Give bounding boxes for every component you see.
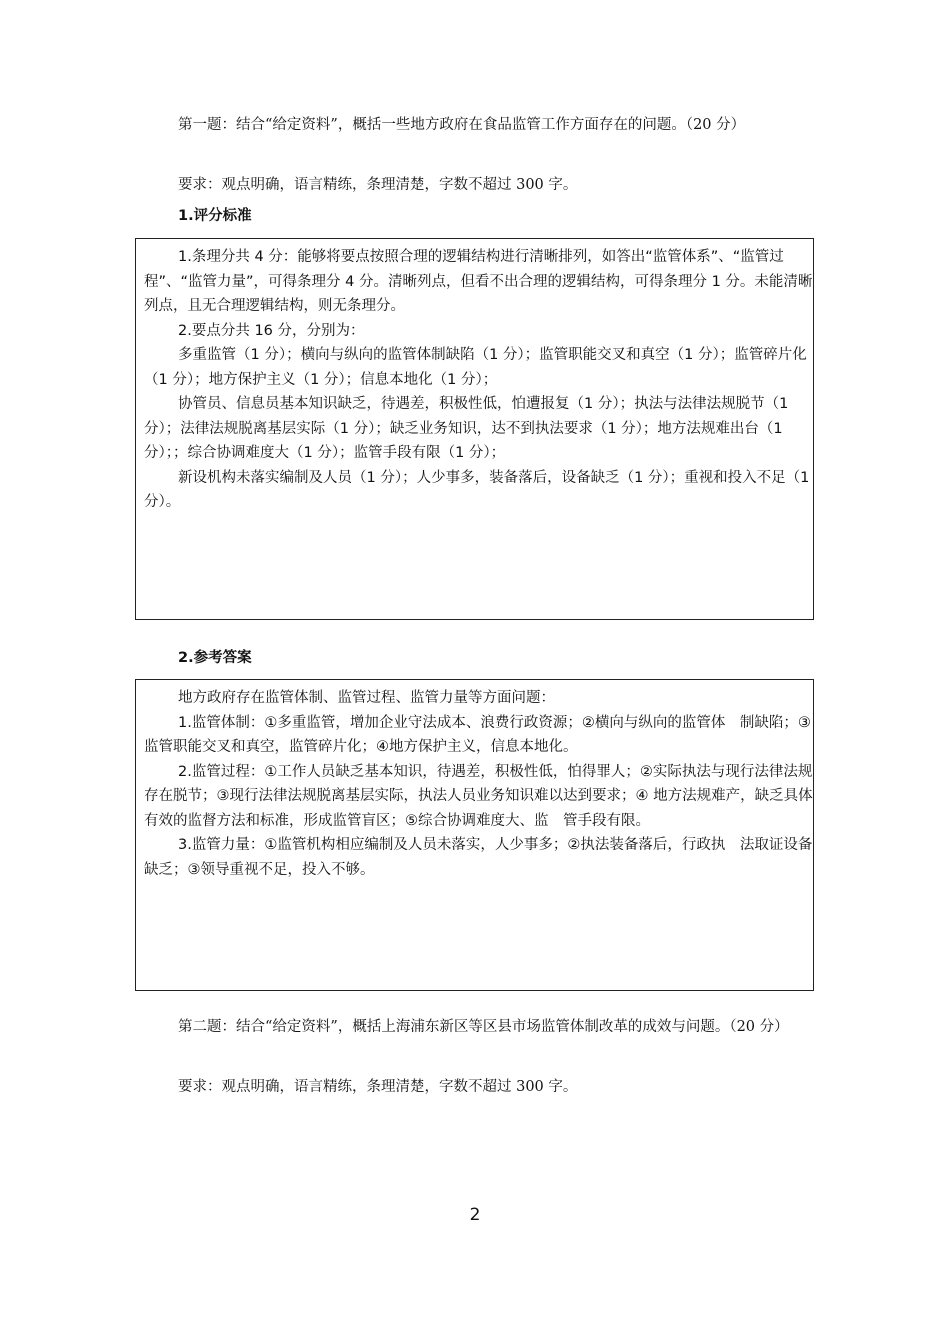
answer-box	[135, 679, 814, 991]
scoring-paragraph: 2.要点分共 16 分，分别为：	[178, 322, 365, 339]
scoring-box	[135, 238, 814, 620]
answer-paragraph: 地方政府存在监管体制、监管过程、监管力量等方面问题：	[178, 690, 555, 706]
question-1-requirement: 要求：观点明确，语言精练，条理清楚，字数不超过 300 字。	[178, 177, 578, 193]
answer-paragraph: 2.监管过程：①工作人员缺乏基本知识，待遇差，积极性低，怕得罪人；②实际执法与现行法律法规存在脱节；③现行法律法规脱离基层实际，执法人员业务知识难以达到要求；④ 地方法规难产，缺乏具体有效的监督方法和标准，形成监管盲区；⑤综合协调难度大、监 管手段有限。	[144, 763, 813, 829]
answer-paragraph: 1.监管体制：①多重监管，增加企业守法成本、浪费行政资源；②横向与纵向的监管体 制缺陷；③监管职能交叉和真空，监管碎片化；④地方保护主义，信息本地化。	[144, 714, 811, 755]
scoring-paragraph: 1.条理分共 4 分：能够将要点按照合理的逻辑结构进行清晰排列，如答出“监管体系”、“监管过程”、“监管力量”，可得条理分 4 分。清晰列点，但看不出合理的逻辑结构，可得条理分 1 分。未能清晰列点，且无合理逻辑结构，则无条理分。	[144, 249, 813, 314]
answer-paragraph: 3.监管力量：①监管机构相应编制及人员未落实，人少事多；②执法装备落后，行政执 法取证设备缺乏；③领导重视不足，投入不够。	[144, 837, 813, 878]
question-2-title: 第二题：结合“给定资料”，概括上海浦东新区等区县市场监管体制改革的成效与问题。（20 分）	[178, 1019, 789, 1035]
scoring-paragraph: 多重监管（1 分）；横向与纵向的监管体制缺陷（1 分）；监管职能交叉和真空（1 分）；监管碎片化（1 分）；地方保护主义（1 分）；信息本地化（1 分）；	[144, 347, 807, 388]
page-number: 2	[469, 1205, 481, 1225]
question-1-title: 第一题：结合“给定资料”，概括一些地方政府在食品监管工作方面存在的问题。（20 分）	[178, 117, 746, 133]
scoring-heading: 1.评分标准	[178, 208, 252, 224]
answer-heading: 2.参考答案	[178, 650, 252, 666]
scoring-paragraph: 协管员、信息员基本知识缺乏，待遇差，积极性低，怕遭报复（1 分）；执法与法律法规脱节（1 分）；法律法规脱离基层实际（1 分）；缺乏业务知识，达不到执法要求（1 分）；地方法规难出台（1 分）；；综合协调难度大（1 分）；监管手段有限（1 分）；	[144, 396, 789, 461]
question-2-requirement: 要求：观点明确，语言精练，条理清楚，字数不超过 300 字。	[178, 1079, 578, 1095]
scoring-paragraph: 新设机构未落实编制及人员（1 分）；人少事多，装备落后，设备缺乏（1 分）；重视和投入不足（1 分）。	[144, 469, 810, 510]
